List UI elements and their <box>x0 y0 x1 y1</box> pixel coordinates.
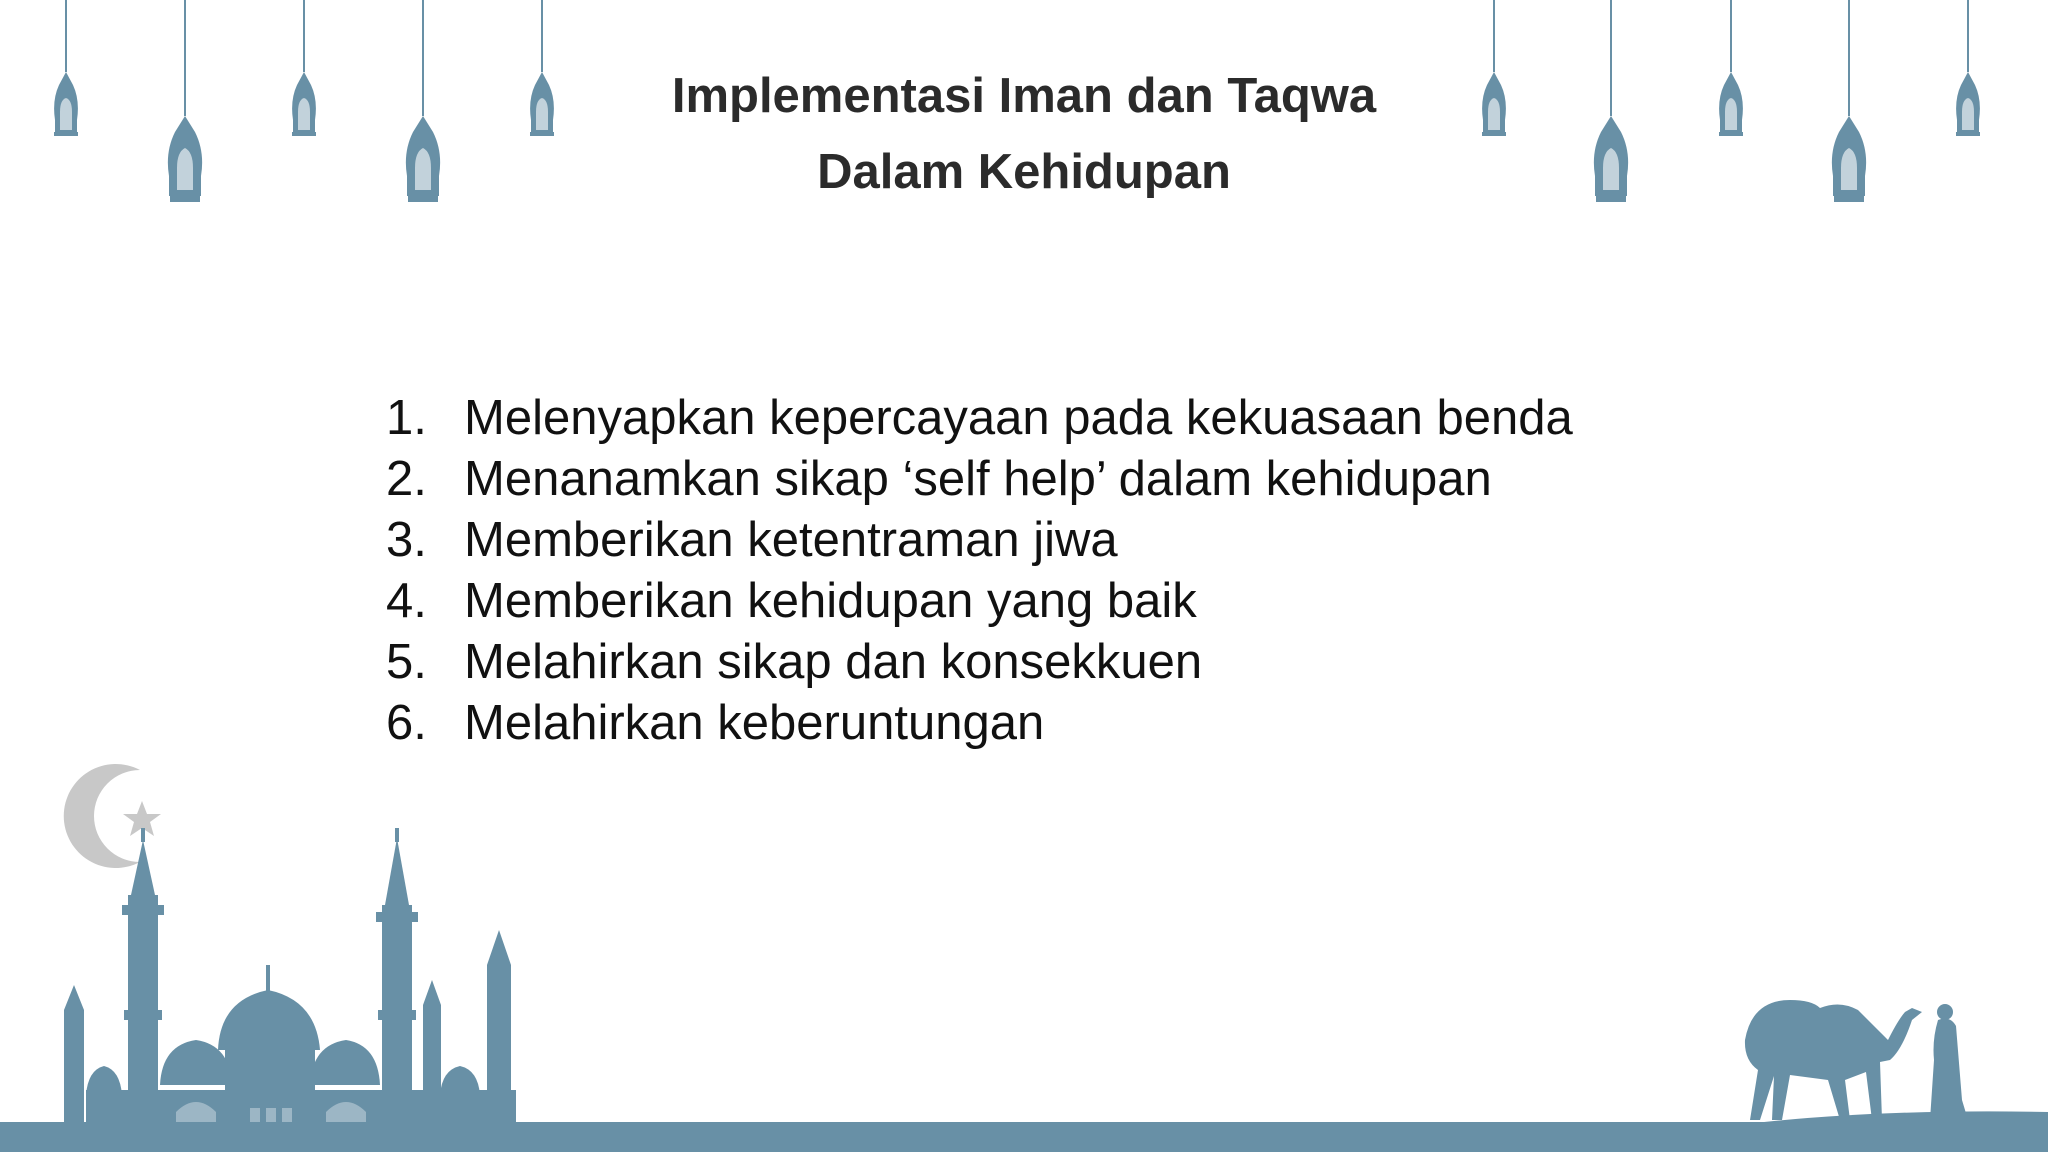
item-text: Memberikan kehidupan yang baik <box>464 574 1197 628</box>
item-number: 5. <box>386 635 427 689</box>
item-number: 3. <box>386 513 427 567</box>
item-text: Melenyapkan kepercayaan pada kekuasaan benda <box>464 391 1573 445</box>
ground-band <box>0 1122 2048 1152</box>
item-text: Memberikan ketentraman jiwa <box>464 513 1118 567</box>
item-text: Menanamkan sikap ‘self help’ dalam kehidupan <box>464 452 1492 506</box>
item-number: 2. <box>386 452 427 506</box>
item-text: Melahirkan sikap dan konsekkuen <box>464 635 1203 689</box>
item-number: 1. <box>386 391 427 445</box>
item-number: 4. <box>386 574 427 628</box>
item-text: Melahirkan keberuntungan <box>464 696 1045 750</box>
title-line-2: Dalam Kehidupan <box>817 145 1231 199</box>
item-number: 6. <box>386 696 427 750</box>
camel-silhouette <box>1700 1000 2048 1140</box>
title-line-1: Implementasi Iman dan Taqwa <box>671 69 1377 123</box>
mosque-silhouette <box>64 828 516 1140</box>
crescent-star-icon <box>64 764 161 868</box>
